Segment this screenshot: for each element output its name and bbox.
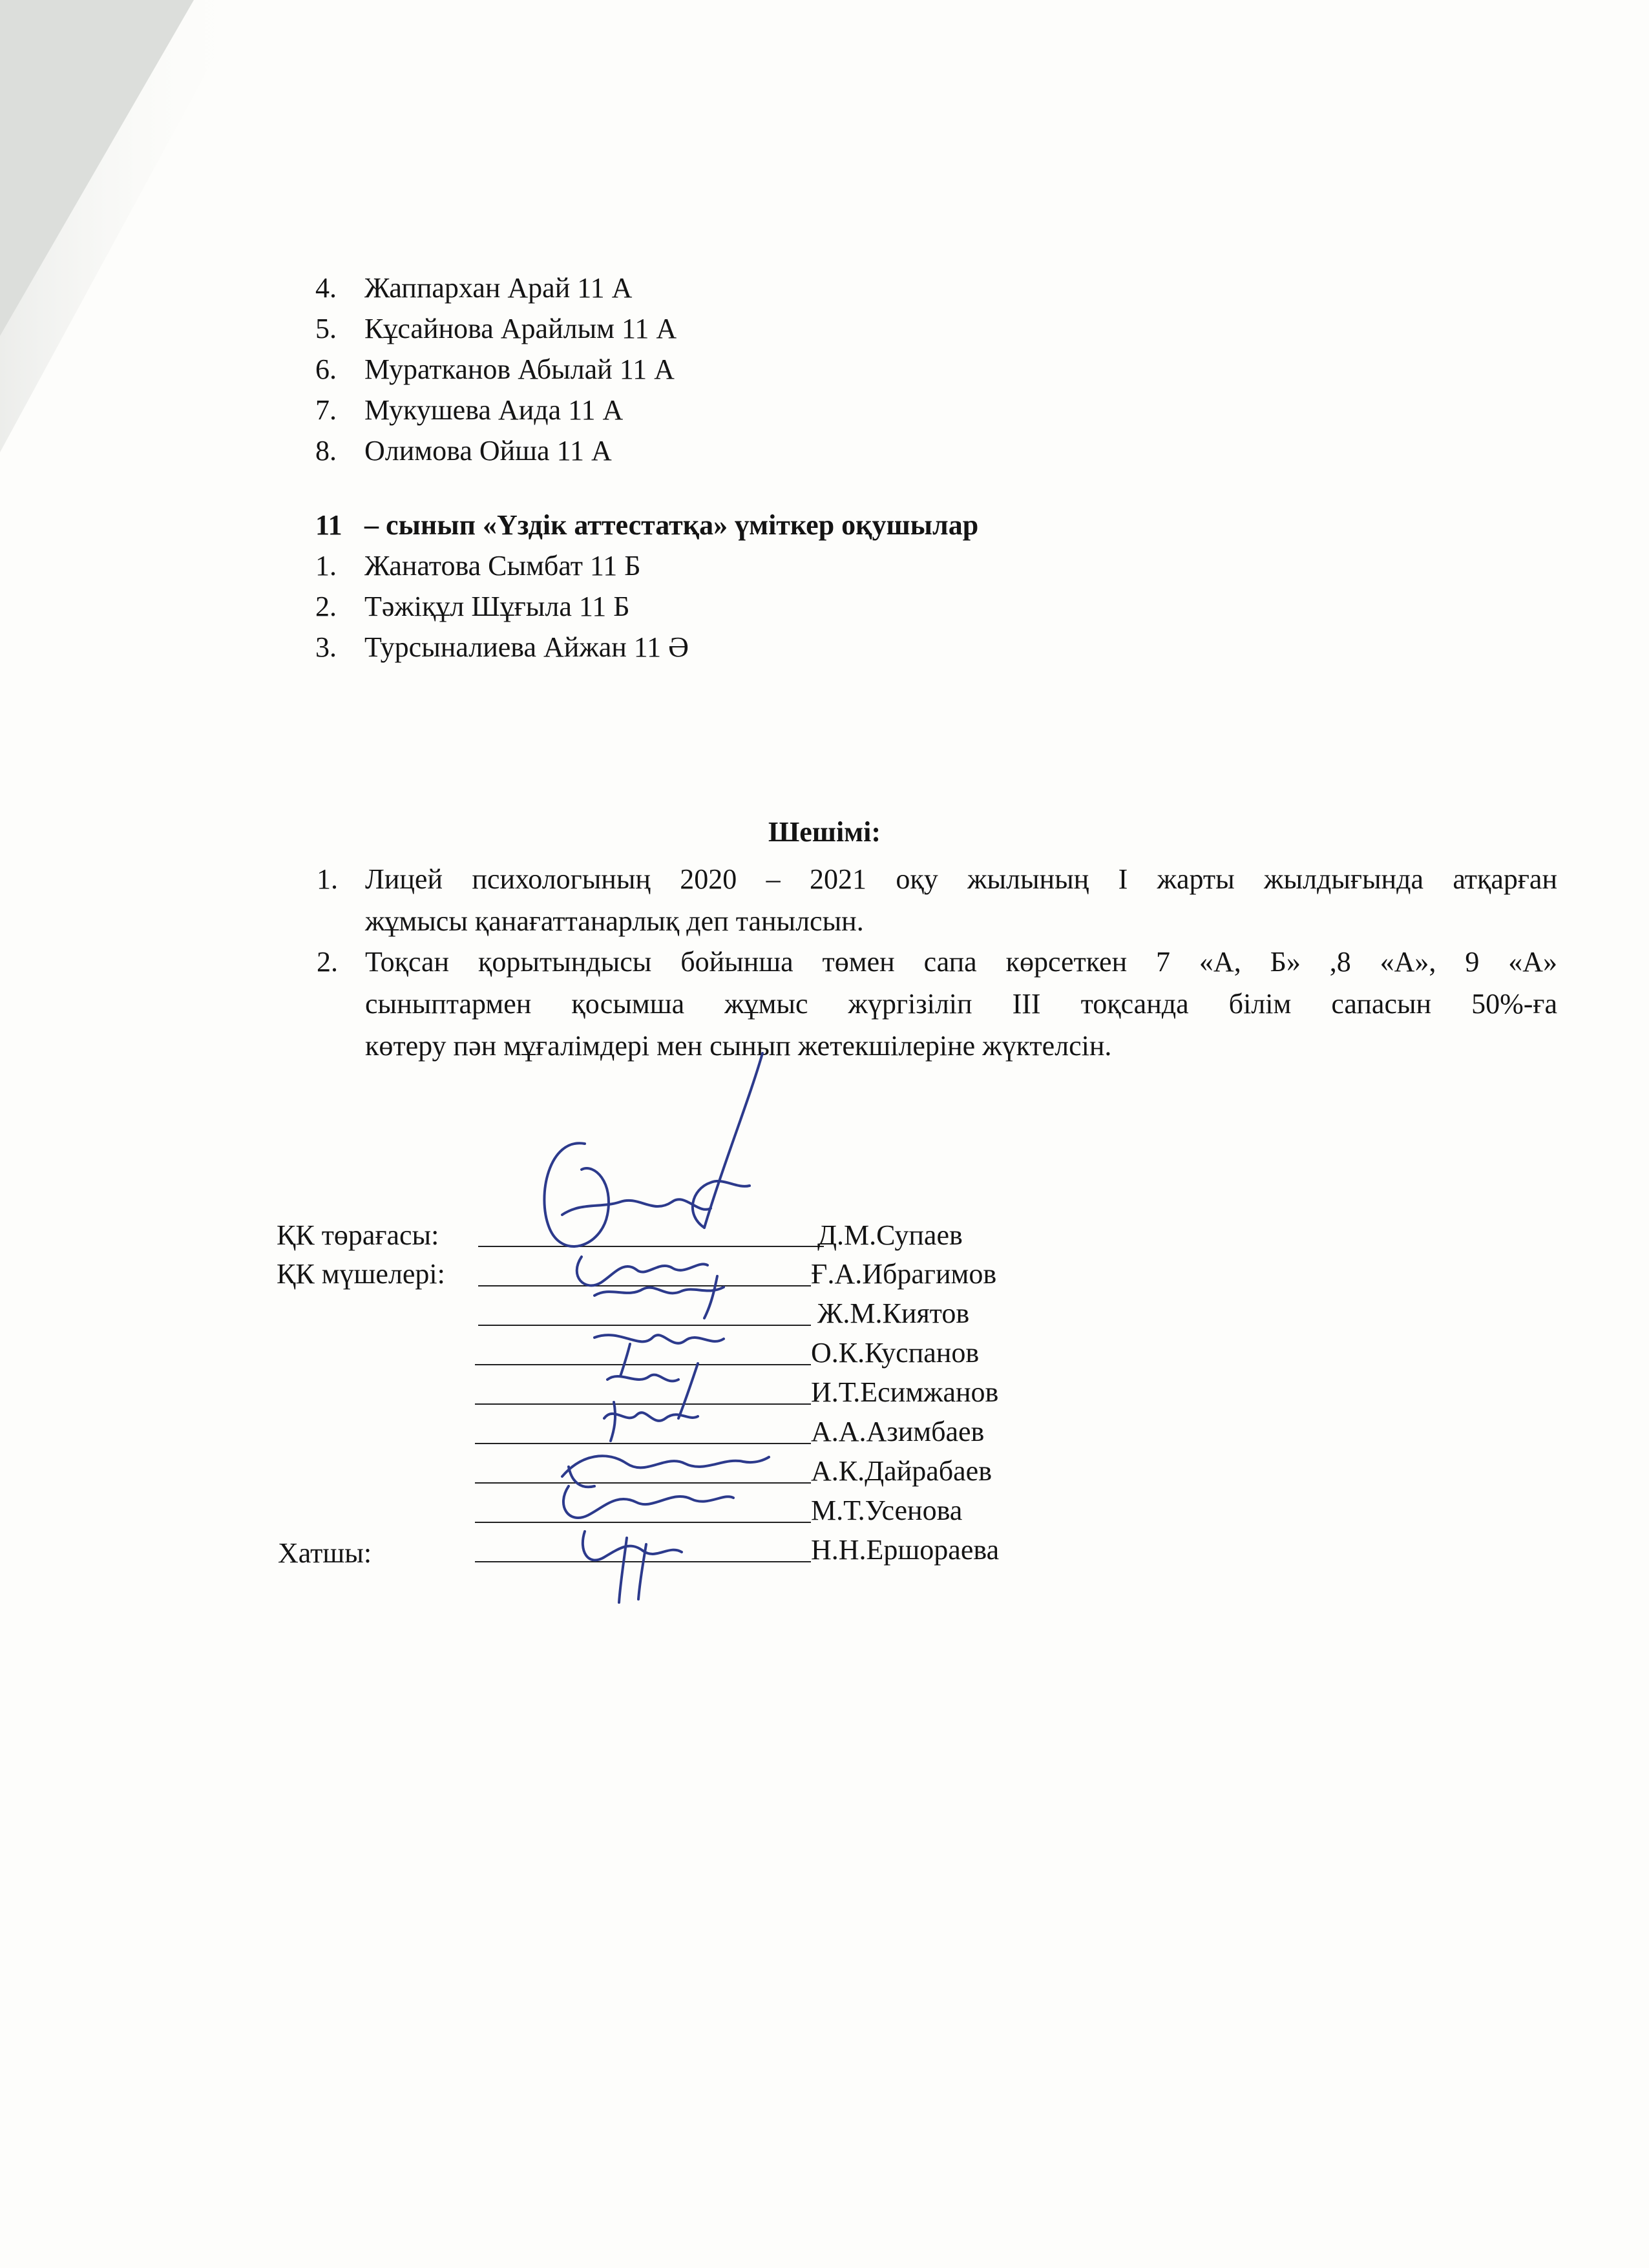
signature-line: [475, 1364, 811, 1365]
members-label: ҚК мүшелері:: [277, 1258, 445, 1290]
list-text: Олимова Ойша 11 А: [364, 435, 612, 467]
list-text: Тәжіқұл Шұғыла 11 Б: [364, 591, 630, 622]
signer-name: А.А.Азимбаев: [811, 1416, 985, 1447]
signature-stroke: [594, 1287, 724, 1296]
list-number: 8.: [315, 435, 337, 467]
signature-line: [478, 1285, 811, 1286]
signature-line: [475, 1561, 811, 1562]
signer-name: Д.М.Супаев: [817, 1219, 963, 1251]
decision-item-1: [365, 858, 1557, 942]
decision-item-2: [365, 941, 1557, 1067]
signer-name: Ж.М.Киятов: [817, 1297, 970, 1329]
decision-number: 1.: [317, 863, 338, 895]
signature-line: [475, 1482, 811, 1484]
list-number: 6.: [315, 353, 337, 385]
signature-stroke: [604, 1412, 698, 1421]
decision-line: көтеру пән мұғалімдері мен сынып жетекшілеріне жүктелсін.: [365, 1030, 1112, 1062]
signature-stroke: [562, 1456, 769, 1476]
list-number: 4.: [315, 272, 337, 304]
signer-name: О.К.Куспанов: [811, 1337, 980, 1369]
list-item: [315, 312, 677, 346]
list-item: [315, 394, 624, 427]
signature-stroke: [562, 1199, 711, 1215]
signer-name: Н.Н.Ершораева: [811, 1534, 1000, 1566]
signature-stroke: [638, 1544, 646, 1599]
signature-stroke: [607, 1375, 678, 1381]
signature-stroke: [704, 1276, 717, 1318]
signature-line: [478, 1246, 824, 1247]
signature-stroke: [569, 1467, 594, 1487]
signature-stroke: [619, 1538, 627, 1602]
secretary-label: Хатшы:: [278, 1537, 372, 1569]
signature-stroke: [611, 1402, 615, 1441]
section-number: 11: [315, 509, 342, 541]
list-item: [315, 631, 689, 664]
list-text: Турсыналиева Айжан 11 Ә: [364, 631, 689, 663]
list-number: 7.: [315, 394, 337, 426]
list-number: 2.: [315, 591, 337, 622]
list-text: Кұсайнова Арайлым 11 А: [364, 313, 677, 344]
list-item: [315, 271, 633, 305]
signature-stroke: [544, 1143, 609, 1246]
signature-stroke: [577, 1257, 708, 1285]
signature-stroke: [704, 1053, 762, 1228]
decision-line: жұмысы қанағаттанарлық деп танылсын.: [365, 905, 864, 937]
list-number: 1.: [315, 550, 337, 582]
signature-line: [475, 1403, 811, 1405]
signer-name: А.К.Дайрабаев: [811, 1455, 992, 1487]
signer-name: И.Т.Есимжанов: [811, 1376, 999, 1408]
list-text: Жаппархан Арай 11 А: [364, 272, 633, 304]
list-text: Муратканов Абылай 11 А: [364, 353, 675, 385]
signature-stroke: [583, 1531, 682, 1560]
decision-line: Тоқсан қорытындысы бойынша төмен сапа көрсеткен 7 «А, Б» ,8 «А», 9 «А»: [365, 946, 1557, 978]
signature-line: [475, 1522, 811, 1523]
list-number: 5.: [315, 313, 337, 344]
list-item: [315, 590, 630, 624]
section-heading: [315, 509, 979, 542]
signature-stroke: [563, 1486, 733, 1518]
chair-label: ҚК төрағасы:: [277, 1219, 439, 1251]
signature-line: [478, 1325, 811, 1326]
list-item: [315, 353, 675, 386]
list-number: 3.: [315, 631, 337, 663]
list-item: [315, 549, 641, 583]
signer-name: М.Т.Усенова: [811, 1495, 963, 1526]
decision-title: Шешімі:: [768, 816, 881, 848]
decision-line: сыныптармен қосымша жұмыс жүргізіліп ІІІ тоқсанда білім сапасын 50%-ға: [365, 988, 1557, 1020]
signature-line: [475, 1443, 811, 1444]
decision-line: Лицей психологының 2020 – 2021 оқу жылының І жарты жылдығында атқарған: [365, 863, 1557, 895]
list-text: Жанатова Сымбат 11 Б: [364, 550, 641, 582]
signer-name: Ғ.А.Ибрагимов: [811, 1258, 997, 1290]
signature-stroke: [620, 1344, 630, 1376]
section-heading-text: – сынып «Үздік аттестатқа» үміткер оқушылар: [364, 509, 979, 541]
signature-stroke: [594, 1335, 724, 1343]
signature-stroke: [678, 1363, 698, 1418]
list-text: Мукушева Аида 11 А: [364, 394, 624, 426]
list-item: [315, 434, 612, 468]
signature-stroke: [693, 1181, 750, 1228]
decision-number: 2.: [317, 946, 338, 978]
